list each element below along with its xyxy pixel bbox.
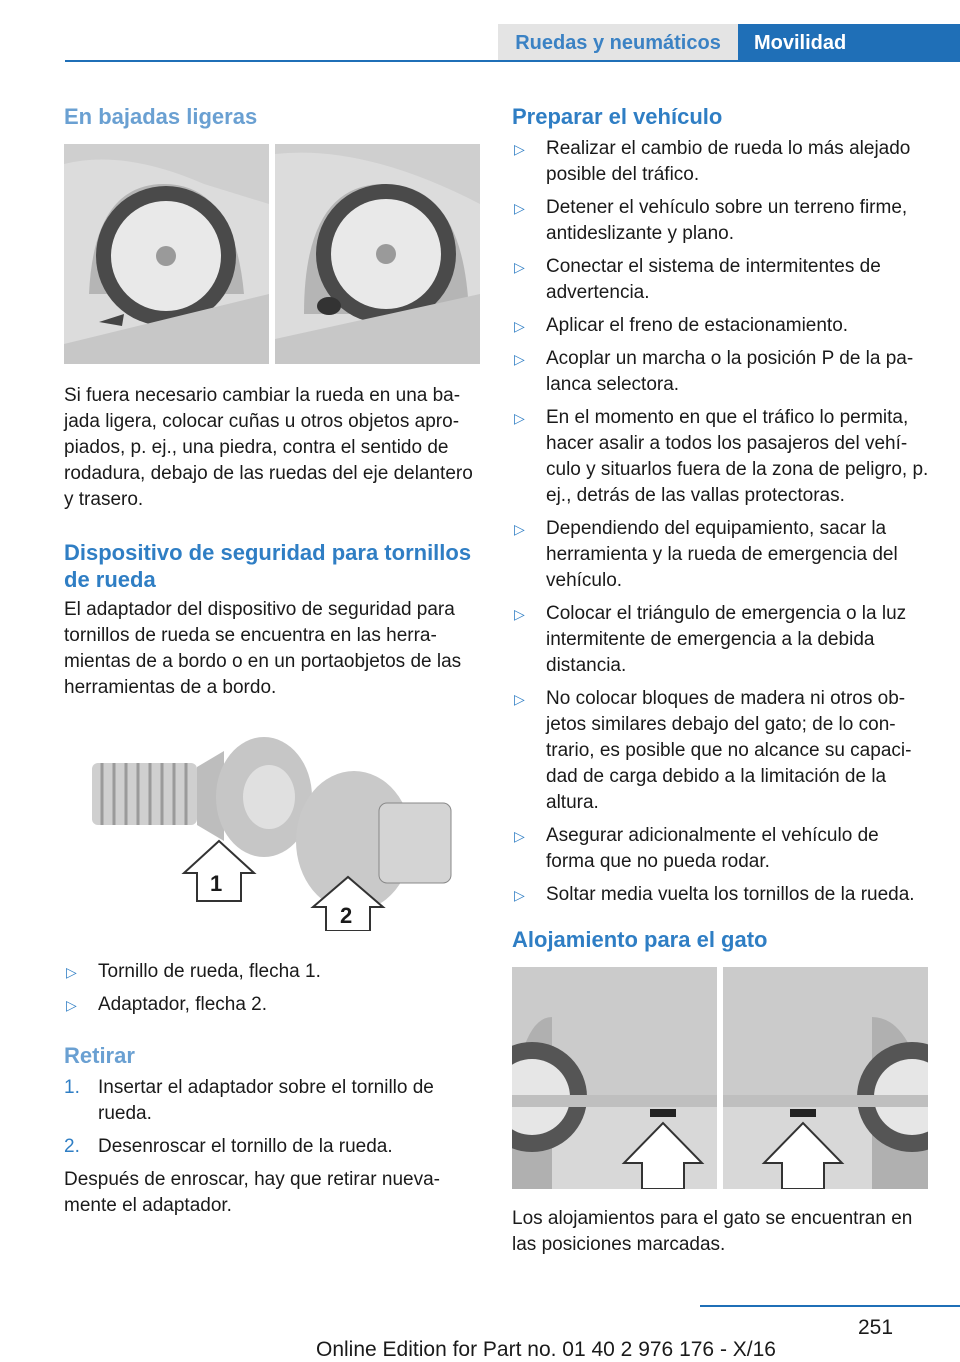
triangle-bullet-icon: ▷ <box>514 691 525 707</box>
page-number: 251 <box>858 1316 894 1339</box>
footer-rule <box>700 1305 960 1307</box>
right-column <box>512 0 930 1258</box>
header-chapter-title: Movilidad <box>738 24 960 62</box>
list-item: ▷ Dependiendo del equipamiento, sacar la herramienta y la rueda de emergencia del vehículo. <box>514 518 898 591</box>
triangle-bullet-icon: ▷ <box>514 200 525 216</box>
triangle-bullet-icon: ▷ <box>514 521 525 537</box>
list-item: ▷ No colocar bloques de madera ni otros objetos similares debajo del gato; de lo contrario, es posible que no alcance su capacidad de carga debido a la limitación de la altura. <box>514 688 912 813</box>
triangle-bullet-icon: ▷ <box>66 964 77 980</box>
prepare-list <box>512 136 930 908</box>
edition-note: Online Edition for Part no. 01 40 2 976 176 - X/16 <box>316 1338 776 1361</box>
list-item: ▷ Asegurar adicionalmente el vehículo de forma que no pueda rodar. <box>514 825 879 872</box>
triangle-bullet-icon: ▷ <box>514 141 525 157</box>
triangle-bullet-icon: ▷ <box>514 828 525 844</box>
heading-jack-point: Alojamiento para el gato <box>512 927 768 952</box>
parts-list <box>64 959 482 1018</box>
list-item: ▷ Detener el vehículo sobre un terreno firme, antideslizante y plano. <box>514 197 908 244</box>
triangle-bullet-icon: ▷ <box>514 410 525 426</box>
lock-bolt-illustration <box>64 731 480 931</box>
remove-steps <box>64 1075 482 1160</box>
heading-slopes: En bajadas ligeras <box>64 104 258 129</box>
wheel-slope-illustration <box>64 144 482 369</box>
arrow-2-label: 2 <box>340 903 353 928</box>
list-item: ▷ Realizar el cambio de rueda lo más alejado posible del tráfico. <box>514 138 911 185</box>
list-item: 1. Insertar el adaptador sobre el tornillo de rueda. <box>64 1077 434 1124</box>
header-section-title: Ruedas y neumáticos <box>498 24 738 62</box>
triangle-bullet-icon: ▷ <box>66 997 77 1013</box>
triangle-bullet-icon: ▷ <box>514 259 525 275</box>
list-item: ▷ Tornillo de rueda, flecha 1. <box>64 959 482 985</box>
list-item: ▷ Aplicar el freno de estacionamiento. <box>512 313 930 339</box>
paragraph-slopes: Si fuera necesario cambiar la rueda en una bajada ligera, colocar cuñas u otros objetos apropiados, p. ej., una piedra, contra el sentido de rodadura, debajo de las ruedas del eje delantero y trasero. <box>64 385 473 510</box>
list-item: ▷ Colocar el triángulo de emergencia o la luz intermitente de emergencia a la debida distancia. <box>514 603 907 676</box>
triangle-bullet-icon: ▷ <box>514 318 525 334</box>
arrow-1-label: 1 <box>210 871 223 896</box>
heading-lock-device: Dispositivo de seguridad para tornillos de rueda <box>64 540 472 592</box>
list-item: ▷ Soltar media vuelta los tornillos de la rueda. <box>512 882 930 908</box>
paragraph-lock-device: El adaptador del dispositivo de seguridad para tornillos de rueda se encuentra en las herramientas de a bordo o en un portaobjetos de las herramientas de a bordo. <box>64 599 462 698</box>
paragraph-jack-point: Los alojamientos para el gato se encuentran en las posiciones marcadas. <box>512 1208 913 1255</box>
triangle-bullet-icon: ▷ <box>514 887 525 903</box>
heading-remove: Retirar <box>64 1043 135 1068</box>
triangle-bullet-icon: ▷ <box>514 606 525 622</box>
list-item: ▷ Conectar el sistema de intermitentes de advertencia. <box>514 256 881 303</box>
list-item: 2. Desenroscar el tornillo de la rueda. <box>64 1136 393 1157</box>
heading-prepare: Preparar el vehículo <box>512 104 723 129</box>
list-item: ▷ Acoplar un marcha o la posición P de la palanca selectora. <box>514 348 914 395</box>
triangle-bullet-icon: ▷ <box>514 351 525 367</box>
jack-point-illustration <box>512 967 930 1194</box>
list-item: ▷ Adaptador, flecha 2. <box>64 992 482 1018</box>
left-column <box>64 0 482 1219</box>
paragraph-after: Después de enroscar, hay que retirar nuevamente el adaptador. <box>64 1169 440 1216</box>
list-item: ▷ En el momento en que el tráfico lo permita, hacer asalir a todos los pasajeros del vehículo y situarlos fuera de la zona de peligro, p. ej., detrás de las vallas protectoras. <box>514 407 929 506</box>
